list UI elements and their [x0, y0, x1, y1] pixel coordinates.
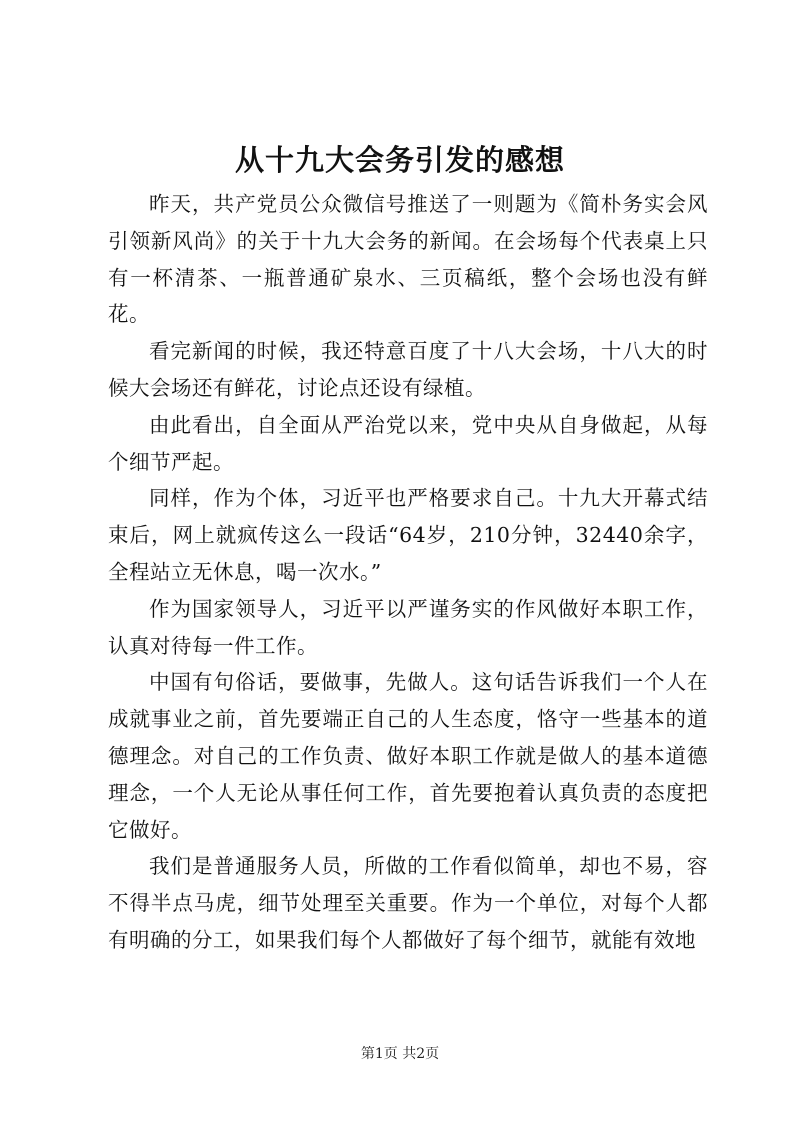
- paragraph-1: 昨天，共产党员公众微信号推送了一则题为《简朴务实会风引领新风尚》的关于十九大会务的新闻。在会场每个代表桌上只有一杯清茶、一瓶普通矿泉水、三页稿纸，整个会场也没有鲜花。: [108, 192, 708, 327]
- paragraph-3: 由此看出，自全面从严治党以来，党中央从自身做起，从每个细节严起。: [108, 412, 708, 474]
- document-title: 从十九大会务引发的感想: [234, 143, 565, 177]
- paragraph-7: 我们是普通服务人员，所做的工作看似简单，却也不易，容不得半点马虎，细节处理至关重要。作为一个单位，对每个人都有明确的分工，如果我们每个人都做好了每个细节，就能有效地: [108, 854, 708, 952]
- paragraph-4: 同样，作为个体，习近平也严格要求自己。十九大开幕式结束后，网上就疯传这么一段话“64岁，210分钟，32440余字，全程站立无休息，喝一次水。”: [108, 486, 708, 584]
- paragraph-6: 中国有句俗话，要做事，先做人。这句话告诉我们一个人在成就事业之前，首先要端正自己的人生态度，恪守一些基本的道德理念。对自己的工作负责、做好本职工作就是做人的基本道德理念，一个人无论从事任何工作，首先要抱着认真负责的态度把它做好。: [108, 670, 708, 842]
- paragraph-5: 作为国家领导人，习近平以严谨务实的作风做好本职工作，认真对待每一件工作。: [108, 596, 708, 658]
- document-body: [108, 186, 708, 959]
- page-footer: 第1页 共2页: [360, 1046, 440, 1062]
- paragraph-2: 看完新闻的时候，我还特意百度了十八大会场，十八大的时候大会场还有鲜花，讨论点还设有绿植。: [108, 339, 708, 400]
